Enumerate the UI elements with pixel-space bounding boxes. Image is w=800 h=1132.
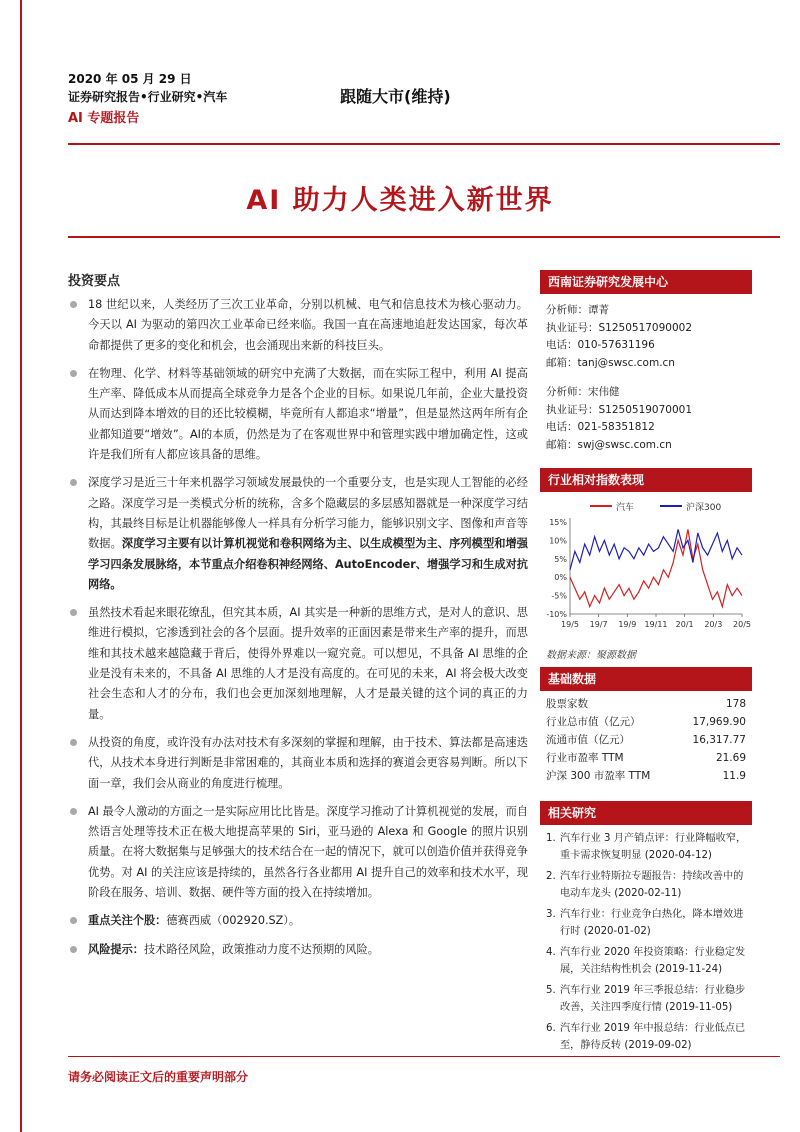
list-item[interactable]: 2. 汽车行业特斯拉专题报告：持续改善中的电动车龙头 (2020-02-11) [546,871,744,899]
bullet-icon [70,301,77,308]
list-item: 在物理、化学、材料等基础领域的研究中充满了大数据，而在实际工程中，利用 AI 提高生产率、降低成本从而提高全球竞争力是各个企业的目标。如果说几年前，企业大量投资从而达到降本增效的目的还比较模糊，毕竟所有人都追求“增量”，但是显然这两年所有企业都知道要“增效”。AI的本质，仍然是为了在客观世界中和管理实践中增加确定性，这或许是我们所有人都应该具备的思维。 [68,364,528,465]
list-item: 18 世纪以来，人类经历了三次工业革命，分别以机械、电气和信息技术为核心驱动力。今天以 AI 为驱动的第四次工业革命已经来临。我国一直在高速地追赶发达国家，每次革命都提供了更多的变化和机会，也会涌现出来新的科技巨头。 [68,295,528,356]
list-item: 深度学习是近三十年来机器学习领域发展最快的一个重要分支，也是实现人工智能的必经之路。深度学习是一类模式分析的统称，含多个隐藏层的多层感知器就是一种深度学习结构，其最终目标是让机器能够像人一样具有分析学习能力，能够识别文字、图像和声音等数据。深度学习主要有以计算机视觉和卷积网络为主、以生成模型为主、序列模型和增强学习四条发展脉络，本节重点介绍卷积神经网络、AutoEncoder、增强学习和生成对抗网络。 [68,473,528,595]
org-title: 西南证券研究发展中心 [540,270,752,294]
table-row: 行业总市值（亿元） 17,969.90 [546,716,746,728]
list-item: 重点关注个股：德赛西威（002920.SZ）。 [68,911,528,931]
x-tick-label: 19/9 [618,620,637,629]
table-row: 沪深 300 市盈率 TTM 11.9 [546,770,746,782]
basic-data-table [540,695,752,785]
title-divider [68,236,780,238]
x-tick-label: 20/1 [675,620,694,629]
x-tick-label: 19/5 [561,620,579,629]
page-title: AI 助力人类进入新世界 [246,185,554,216]
bullet-icon [70,946,77,953]
x-tick-label: 20/5 [733,620,751,629]
legend-label: 沪深300 [686,503,722,513]
rating: 跟随大市(维持) [340,87,451,106]
index-chart [540,492,752,640]
y-tick-label: -5% [551,591,567,601]
list-item: 风险提示：技术路径风险，政策推动力度不达预期的风险。 [68,940,528,960]
bullet-icon [70,808,77,815]
related-research-list [540,825,752,1054]
list-item[interactable]: 6. 汽车行业 2019 年中报总结：行业低点已至，静待反转 (2019-09-02) [546,1023,746,1051]
bullet-icon [70,739,77,746]
chart-source: 数据来源：聚源数据 [546,650,636,661]
list-item[interactable]: 1. 汽车行业 3 月产销点评：行业降幅收窄，重卡需求恢复明显 (2020-04-12) [546,833,747,861]
report-header [68,70,227,128]
chart-title: 行业相对指数表现 [540,468,752,492]
x-tick-label: 20/3 [704,620,723,629]
investment-highlights [68,270,528,968]
email-link[interactable]: 邮箱：tanj@swsc.com.cn [546,356,675,369]
footer-divider [68,1056,780,1057]
x-tick-label: 19/7 [589,620,608,629]
footer-disclaimer: 请务必阅读正文后的重要声明部分 [68,1070,249,1084]
list-item[interactable]: 4. 汽车行业 2020 年投资策略：行业稳定发展，关注结构性机会 (2019-11-24) [546,947,746,975]
list-item: 虽然技术看起来眼花缭乱，但究其本质，AI 其实是一种新的思维方式，是对人的意识、思维进行模拟，它渗透到社会的各个层面。提升效率的正面因素是带来生产率的提升，而思维和其技术越来越隐藏于背后，使得外界难以一窥究竟。可以想见，不具备 AI 思维的企业是没有未来的，不具备 AI 思维的人才是没有高度的。在可见的未来，AI 将会极大改变社会生态和人才的分布，我们也会更加深刻地理解，人才是最关键的这个词的真正的力量。 [68,603,528,725]
report-date: 2020 年 05 月 29 日 [68,72,192,86]
y-tick-label: 10% [549,536,567,546]
x-tick-label: 19/11 [644,620,668,629]
analyst-info: 分析师：谭菁 执业证号：S1250517090002 电话：010-57631196 邮箱：tanj@swsc.com.cn 分析师：宋伟健 执业证号：S1250519070001 电话：021-58351812 邮箱：swj@swsc.com.cn [540,294,752,454]
y-tick-label: 5% [554,554,567,564]
header-divider [68,143,780,145]
bullet-icon [70,479,77,486]
series-line-hs300 [570,529,742,569]
list-item[interactable]: 5. 汽车行业 2019 年三季报总结：行业稳步改善，关注四季度行情 (2019-11-05) [546,985,746,1013]
y-tick-label: 15% [549,518,567,527]
email-link[interactable]: 邮箱：swj@swsc.com.cn [546,438,672,451]
bullet-icon [70,609,77,616]
y-tick-label: -10% [546,610,567,619]
list-item[interactable]: 3. 汽车行业：行业竞争白热化，降本增效进行时 (2020-01-02) [546,909,744,937]
basic-data-title: 基础数据 [540,667,752,691]
table-row: 流通市值（亿元） 16,317.77 [546,734,746,746]
table-row: 股票家数 178 [546,698,746,710]
sidebar [540,270,752,1059]
table-row: 行业市盈率 TTM 21.69 [546,752,746,764]
report-type: 证券研究报告•行业研究•汽车 [68,90,228,104]
list-item: AI 最令人激动的方面之一是实际应用比比皆是。深度学习推动了计算机视觉的发展，而自然语言处理等技术正在极大地提高苹果的 Siri，亚马逊的 Alexa 和 Google 的照片识别质量。在将大数据集与足够强大的技术结合在一起的情况下，就可以创造价值并获得竞争优势。对 AI 的关注应该是持续的，虽然各行各业都用 AI 提升自己的效率和技术水平，现阶段在服务、培训、数据、硬件等方面的投入在持续增加。 [68,802,528,903]
page-edge-bar [20,0,22,1132]
y-tick-label: 0% [554,573,567,583]
list-item: 从投资的角度，或许没有办法对技术有多深刻的掌握和理解，由于技术、算法都是高速迭代，从技术本身进行判断是非常困难的，其商业本质和选择的赛道会更容易判断。所以下面一章，我们会从商业的角度进行梳理。 [68,733,528,794]
bullet-icon [70,370,77,377]
related-research-title: 相关研究 [540,801,752,825]
bullet-icon [70,917,77,924]
line-chart [540,496,752,636]
legend-label: 汽车 [616,503,635,513]
section-title: 投资要点 [68,274,121,289]
report-tag: AI 专题报告 [68,111,140,126]
